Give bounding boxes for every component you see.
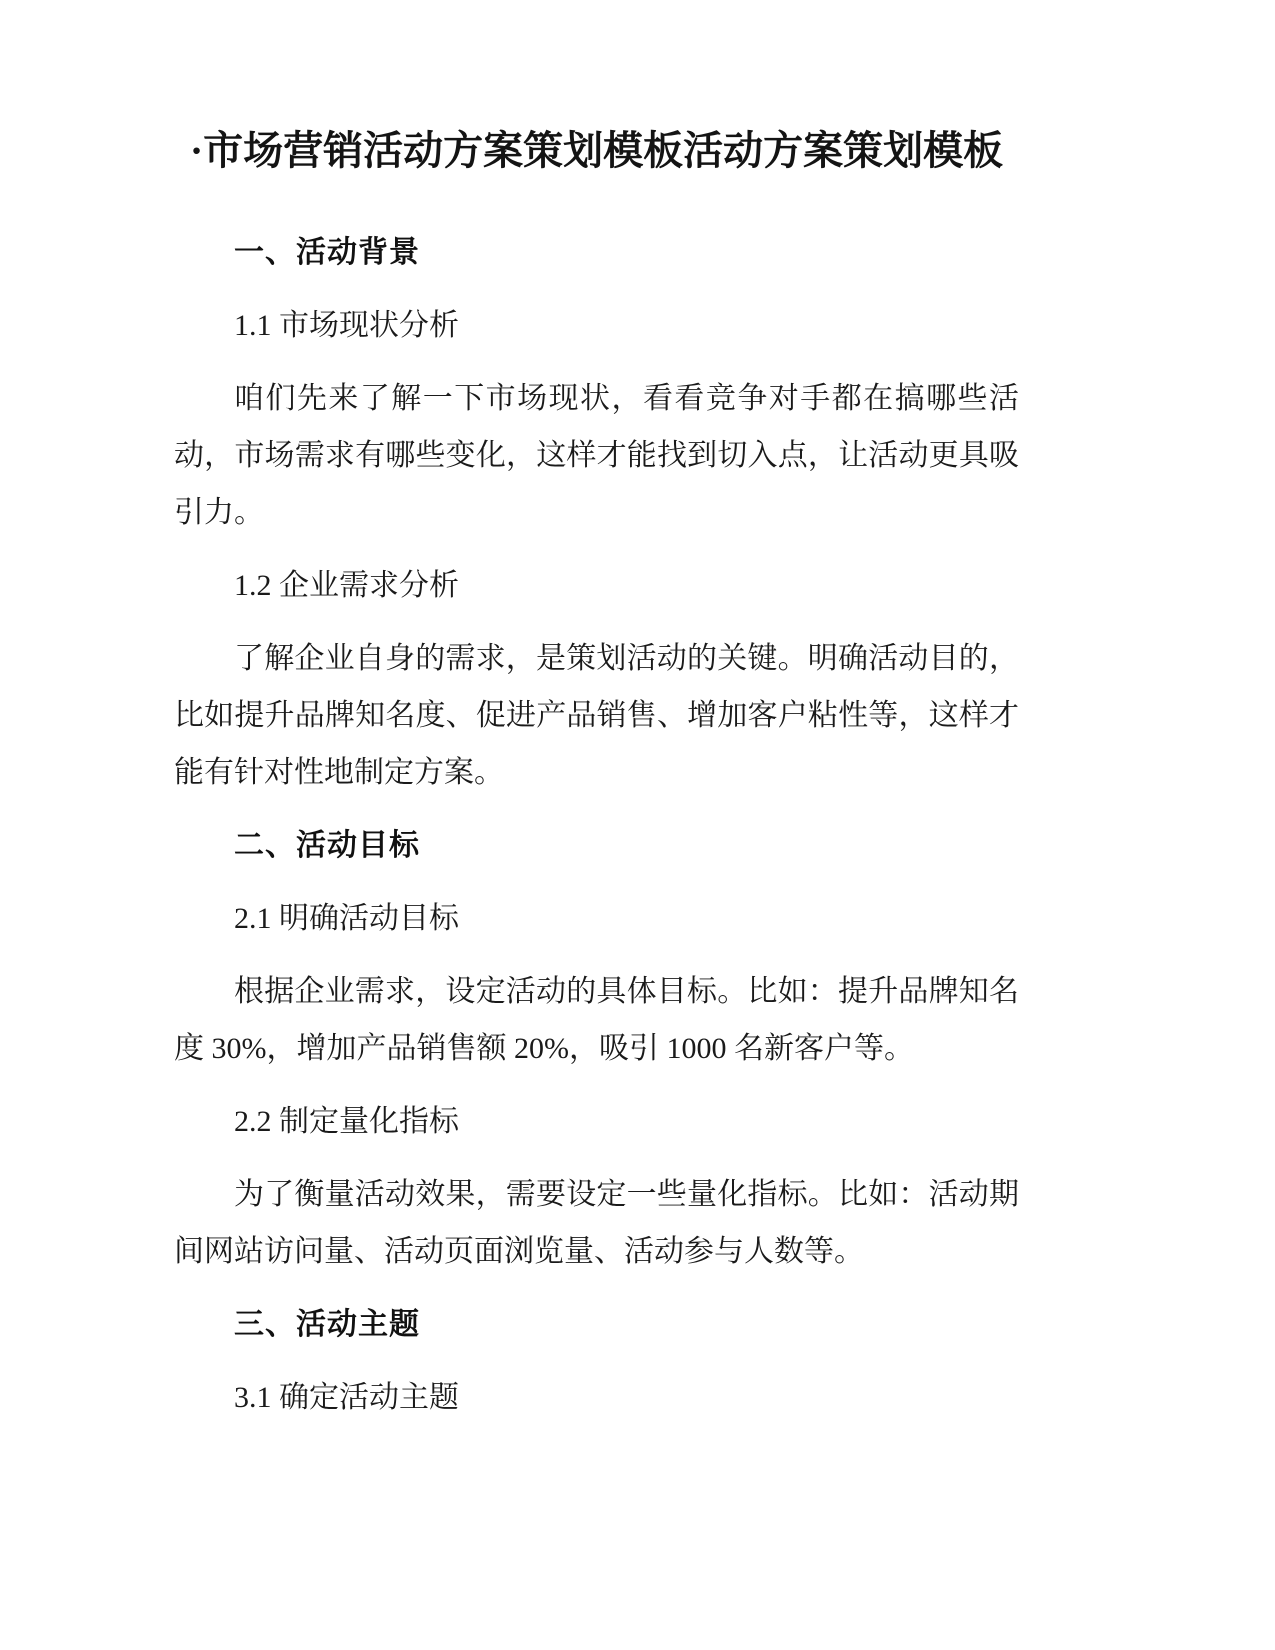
paragraph-2-2: 为了衡量活动效果，需要设定一些量化指标。比如：活动期间网站访问量、活动页面浏览量、活动参与人数等。	[174, 1178, 1019, 1268]
subheading-3-1: 3.1 确定活动主题	[234, 1381, 459, 1414]
section-heading-3: 三、活动主题	[234, 1307, 420, 1342]
paragraph-2-1: 根据企业需求，设定活动的具体目标。比如：提升品牌知名度 30%，增加产品销售额 20%，吸引 1000 名新客户等。	[174, 975, 1019, 1065]
section-heading-1: 一、活动背景	[234, 235, 420, 270]
paragraph-1-1: 咱们先来了解一下市场现状，看看竞争对手都在搞哪些活动，市场需求有哪些变化，这样才能找到切入点，让活动更具吸引力。	[174, 382, 1019, 529]
subheading-2-2: 2.2 制定量化指标	[234, 1105, 459, 1138]
subheading-1-2: 1.2 企业需求分析	[234, 569, 459, 602]
subheading-2-1: 2.1 明确活动目标	[234, 902, 459, 935]
document-title: ·市场营销活动方案策划模板活动方案策划模板	[189, 128, 1004, 173]
paragraph-1-2: 了解企业自身的需求，是策划活动的关键。明确活动目的，比如提升品牌知名度、促进产品销售、增加客户粘性等，这样才能有针对性地制定方案。	[174, 642, 1019, 789]
section-heading-2: 二、活动目标	[234, 828, 420, 863]
subheading-1-1: 1.1 市场现状分析	[234, 309, 459, 342]
